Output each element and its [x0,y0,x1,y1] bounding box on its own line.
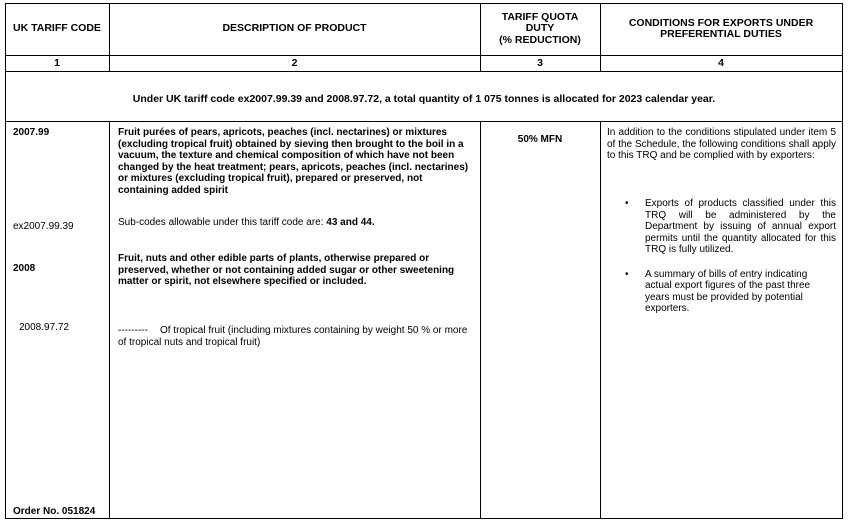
header-tariff-quota-line3: (% REDUCTION) [499,33,581,46]
col-divider-2 [480,121,481,519]
header-conditions-line1: CONDITIONS FOR EXPORTS UNDER [628,16,814,29]
header-description [109,3,480,55]
col-divider-3 [600,121,601,519]
description-dash: --------- [118,325,148,336]
condition-text-2: A summary of bills of entry indicating actual export figures of the past three years must be provided by potential exporters. [645,268,811,314]
code-2007-99: 2007.99 [13,127,50,138]
col-divider-1 [109,121,110,519]
bullet-icon: • [625,268,629,280]
condition-bullet-2 [607,269,836,315]
table-border-right [842,3,843,519]
order-number: Order No. 051824 [13,506,96,517]
condition-bullet-1 [607,198,836,256]
header-tariff-quota [480,3,600,55]
conditions-intro: In addition to the conditions stipulated under item 5 of the Schedule, the following conditions shall apply to this TRQ and be complied with by exporters: [607,127,836,161]
allocation-banner: Under UK tariff code ex2007.99.39 and 2008.97.72, a total quantity of 1 075 tonnes is allocated for 2023 calendar year. [132,93,716,105]
condition-text-1: Exports of products classified under this TRQ will be administered by the Department by issuing of annual export permits until the quantity allocated for this TRQ is fully utilized. [645,198,836,255]
code-2008: 2008 [13,263,36,274]
table-border-left [5,3,6,519]
conditions-list [607,198,836,328]
description-tropical-fruit: Of tropical fruit (including mixtures containing by weight 50 % or more of tropical nuts and tropical fruit) [118,325,468,348]
header-description-text: DESCRIPTION OF PRODUCT [222,22,367,35]
description-2007-99: Fruit purées of pears, apricots, peaches (incl. nectarines) or mixtures (excluding tropical fruit) obtained by sieving then brought to the boil in a vacuum, the texture and chemical composition of which have not been changed by the heat treatment; pears, apricots, peaches (incl. nectarines) or mixtures (excluding tropical fruit), prepared or preserved, not containing added spirit [118,127,469,196]
header-conditions-line2: PREFERENTIAL DUTIES [660,28,782,40]
tariff-table [5,3,843,519]
header-tariff-code [5,3,109,55]
header-tariff-quota-line1: TARIFF QUOTA [501,10,579,23]
code-ex2007-99-39: ex2007.99.39 [13,221,74,232]
header-conditions [600,3,842,55]
banner-rule [5,121,843,122]
description-sub-codes [118,217,475,229]
code-2008-97-72: 2008.97.72 [19,322,70,333]
sub-codes-text: Sub-codes allowable under this tariff code are: [118,217,327,228]
header-tariff-quota-line2: DUTY [525,22,555,35]
description-2008-97-72 [118,325,475,348]
column-number-2: 2 [291,57,298,69]
bullet-icon: • [625,198,629,209]
column-number-1: 1 [54,57,60,69]
sub-codes-values: 43 and 44. [326,217,375,228]
description-2008: Fruit, nuts and other edible parts of plants, otherwise prepared or preserved, whether or not containing added sugar or other sweetening matter or spirit, not elsewhere specified or included. [118,253,455,287]
table-border-bottom [5,518,843,519]
header-tariff-code-text: UK TARIFF CODE [13,22,101,35]
duty-value: 50% MFN [517,134,563,145]
numbers-rule [5,71,843,72]
column-number-4: 4 [718,57,724,69]
column-number-3: 3 [537,57,543,69]
